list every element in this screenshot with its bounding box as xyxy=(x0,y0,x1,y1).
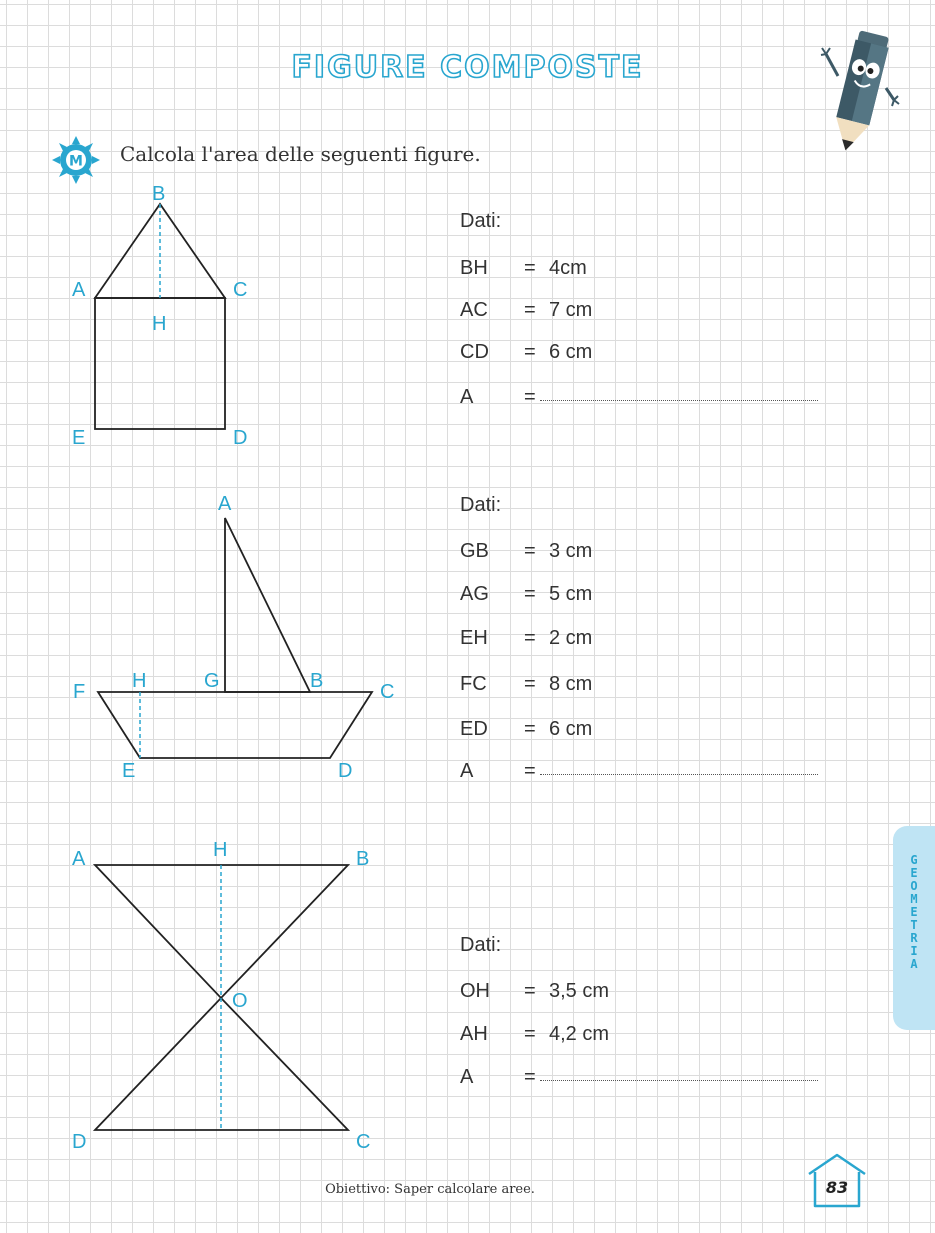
label-e: E xyxy=(72,427,86,449)
label-o: O xyxy=(232,990,248,1012)
data-value: 6 cm xyxy=(549,341,593,363)
side-tab-letter: E xyxy=(910,866,918,880)
data-value: 2 cm xyxy=(549,627,593,649)
figure-house xyxy=(0,180,300,450)
label-d: D xyxy=(338,760,353,782)
svg-text:M: M xyxy=(69,153,83,170)
data-title: Dati: xyxy=(460,210,502,232)
label-d: D xyxy=(233,427,248,449)
label-f: F xyxy=(73,681,86,703)
label-h: H xyxy=(152,313,167,335)
label-a: A xyxy=(218,493,232,515)
data-key: BH xyxy=(460,257,488,279)
label-g: G xyxy=(204,670,220,692)
equals-sign: = xyxy=(524,299,536,321)
side-tab-label xyxy=(893,854,935,971)
data-key: AH xyxy=(460,1023,488,1045)
label-b: B xyxy=(152,183,166,205)
data-value: 8 cm xyxy=(549,673,593,695)
data-key: AC xyxy=(460,299,488,321)
label-c: C xyxy=(380,681,395,703)
label-h: H xyxy=(132,670,147,692)
data-title: Dati: xyxy=(460,934,502,956)
data-key: GB xyxy=(460,540,489,562)
data-value: 4cm xyxy=(549,257,587,279)
answer-key: A xyxy=(460,1066,474,1088)
label-a: A xyxy=(72,279,86,301)
page-number: 83 xyxy=(825,1178,849,1197)
label-b: B xyxy=(356,848,370,870)
equals-sign: = xyxy=(524,980,536,1002)
equals-sign: = xyxy=(524,583,536,605)
equals-sign: = xyxy=(524,718,536,740)
side-tab-letter: T xyxy=(910,918,918,932)
data-value: 6 cm xyxy=(549,718,593,740)
data-key: AG xyxy=(460,583,489,605)
equals-sign: = xyxy=(524,673,536,695)
label-d: D xyxy=(72,1131,87,1153)
instruction-text: Calcola l'area delle seguenti figure. xyxy=(120,142,481,166)
side-tab-letter: O xyxy=(910,879,918,893)
data-key: CD xyxy=(460,341,489,363)
equals-sign: = xyxy=(524,627,536,649)
footer-goal: Obiettivo: Saper calcolare aree. xyxy=(325,1182,535,1197)
figure-hourglass xyxy=(0,830,420,1160)
answer-blank[interactable] xyxy=(540,1080,818,1081)
label-e: E xyxy=(122,760,136,782)
data-title: Dati: xyxy=(460,494,502,516)
label-c: C xyxy=(233,279,248,301)
data-key: ED xyxy=(460,718,488,740)
page-number-badge xyxy=(805,1152,869,1210)
pencil-mascot-icon xyxy=(820,18,900,158)
answer-blank[interactable] xyxy=(540,400,818,401)
side-tab-letter: R xyxy=(910,931,918,945)
page-title: FIGURE COMPOSTE xyxy=(291,50,644,85)
label-b: B xyxy=(310,670,324,692)
equals-sign: = xyxy=(524,1023,536,1045)
data-value: 3 cm xyxy=(549,540,593,562)
data-value: 5 cm xyxy=(549,583,593,605)
equals-sign: = xyxy=(524,1066,536,1088)
label-c: C xyxy=(356,1131,371,1153)
equals-sign: = xyxy=(524,540,536,562)
data-value: 4,2 cm xyxy=(549,1023,610,1045)
side-tab-letter: M xyxy=(910,892,918,906)
m-sun-badge-icon xyxy=(52,136,100,184)
side-tab-letter: A xyxy=(910,957,918,971)
side-tab-letter: I xyxy=(910,944,918,958)
side-tab-letter: E xyxy=(910,905,918,919)
equals-sign: = xyxy=(524,257,536,279)
label-h: H xyxy=(213,839,228,861)
figure-boat xyxy=(0,480,420,790)
data-key: OH xyxy=(460,980,490,1002)
data-value: 7 cm xyxy=(549,299,593,321)
side-tab-letter: G xyxy=(910,853,918,867)
answer-key: A xyxy=(460,386,474,408)
sail-triangle xyxy=(225,518,310,692)
boat-hull xyxy=(98,692,372,758)
side-tab-geometria[interactable] xyxy=(893,826,935,1030)
equals-sign: = xyxy=(524,341,536,363)
data-key: FC xyxy=(460,673,487,695)
answer-key: A xyxy=(460,760,474,782)
data-value: 3,5 cm xyxy=(549,980,610,1002)
label-a: A xyxy=(72,848,86,870)
data-key: EH xyxy=(460,627,488,649)
answer-blank[interactable] xyxy=(540,774,818,775)
equals-sign: = xyxy=(524,760,536,782)
equals-sign: = xyxy=(524,386,536,408)
